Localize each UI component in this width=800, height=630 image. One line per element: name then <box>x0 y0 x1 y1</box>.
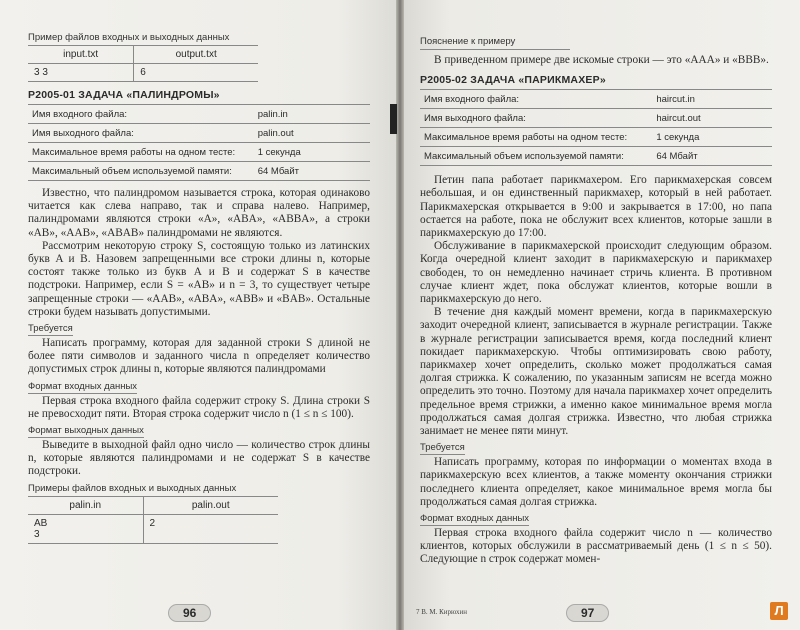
task1-paragraph-2: Рассмотрим некоторую строку S, состоящую только из латинских букв A и B. Назовем запрещенными все строки длины n, которые состоят также только из букв A и B и содержат S в качестве подстроки. Например, если S = «AB» и n = 3, то существует четыре запрещенные строки — «AAB», «ABA», «ABB» и «BAB». Остальные строки будем называть допустимыми. <box>28 239 370 318</box>
example1-table <box>28 46 258 82</box>
examples-cell-input: AB 3 <box>28 514 143 543</box>
info-key: Максимальный объем используемой памяти: <box>28 162 254 181</box>
right-page-content <box>420 36 772 567</box>
info-value: 1 секунда <box>254 143 370 162</box>
task2-paragraph-2: Обслуживание в парикмахерской происходит следующим образом. Когда очередной клиент заходит в парикмахерскую и парикмахер свободен, то он немедленно начинает стричь клиента. В противном случае клиент ждет, пока обслужат клиентов, которые вошли в парикмахерскую до него. <box>420 240 772 306</box>
task1-paragraph-1: Известно, что палиндромом называется строка, которая одинаково читается как слева направо, так и справа налево. Например, палиндромами являются строки «A», «ABA», «ABBA», а строки «AB», «AAB», «ABAB» палиндромами не являются. <box>28 187 370 239</box>
example1-caption: Пример файлов входных и выходных данных <box>28 32 258 46</box>
task2-info-row <box>420 90 772 109</box>
publisher-logo-icon: Л <box>770 602 788 620</box>
info-key: Имя выходного файла: <box>420 109 652 128</box>
info-key: Максимальное время работы на одном тесте: <box>28 143 254 162</box>
task2-info-table <box>420 89 772 166</box>
section-label-text: Формат выходных данных <box>28 425 144 437</box>
explanation-text: В приведенном примере две искомые строки — это «AAA» и «BBB». <box>434 54 769 66</box>
info-key: Имя входного файла: <box>420 90 652 109</box>
task2-required-text: Написать программу, которая по информации о моментах входа в парикмахерскую всех клиентов, а также моменту окончания стрижки последнего клиента определяет, какое минимальное время могла бы продолжаться самая долгая стрижка. <box>420 456 772 508</box>
task1-info-table <box>28 104 370 181</box>
examples-header-input: palin.in <box>28 497 143 515</box>
info-value: palin.in <box>254 105 370 124</box>
section-label-text: Требуется <box>420 442 465 454</box>
task1-info-row <box>28 124 370 143</box>
book-spine <box>396 0 404 630</box>
task1-info-row <box>28 143 370 162</box>
info-value: haircut.in <box>652 90 772 109</box>
task2-required-label <box>420 442 772 453</box>
examples-cell-output: 2 <box>143 514 278 543</box>
task1-required-label <box>28 323 370 334</box>
task1-title: P2005-01 ЗАДАЧА «ПАЛИНДРОМЫ» <box>28 89 220 101</box>
section-label-text: Требуется <box>28 323 73 335</box>
right-page-number-wrap <box>566 604 609 622</box>
example1-cell-output: 6 <box>134 64 258 82</box>
left-page-number-wrap <box>168 604 211 622</box>
examples-header-output: palin.out <box>143 497 278 515</box>
example1-cell-input: 3 3 <box>28 64 134 82</box>
task1-input-text: Первая строка входного файла содержит строку S. Длина строки S не превосходит пяти. Вторая строка содержит число n (1 ≤ n ≤ 100). <box>28 394 370 420</box>
info-key: Имя входного файла: <box>28 105 254 124</box>
left-page-content <box>28 32 370 544</box>
info-key: Имя выходного файла: <box>28 124 254 143</box>
task1-output-text: Выведите в выходной файл одно число — количество строк длины n, которые являются палиндромами и не содержат S в качестве подстроки. <box>28 439 370 478</box>
task1-info-row <box>28 105 370 124</box>
explanation-caption: Пояснение к примеру <box>420 36 570 50</box>
left-page-number: 96 <box>168 604 211 622</box>
info-value: palin.out <box>254 124 370 143</box>
info-key: Максимальное время работы на одном тесте: <box>420 128 652 147</box>
info-value: haircut.out <box>652 109 772 128</box>
task1-output-label <box>28 425 370 436</box>
task2-input-text: Первая строка входного файла содержит число n — количество клиентов, которых обслужили в рассматриваемый день (1 ≤ n ≤ 50). Следующие n строк содержат момен- <box>420 527 772 566</box>
task2-paragraph-1: Петин папа работает парикмахером. Его парикмахерская совсем небольшая, и он единственный парикмахер, который в ней работает. Парикмахерская открывается в 9:00 и закрывается в 17:00, но папа остается на работе, пока не обслужит всех клиентов, которые зашли в парикмахерскую до 17:00. <box>420 174 772 240</box>
section-label-text: Формат входных данных <box>420 513 530 525</box>
bookmark-ribbon <box>390 104 397 134</box>
task2-paragraph-3: В течение дня каждый момент времени, когда в парикмахерскую заходит очередной клиент, записывается в журнале регистрации. Также в журнале регистрации записывается время, когда последний клиент покидает парикмахерскую. Чтобы оптимизировать свою работу, парикмахер хочет определить, сколько может продолжаться самая долгая стрижка. К сожалению, по указанным записям не всегда можно определить это точно. Поэтому для начала парикмахер хочет определить предельное время стрижки, а именно какое минимальное время могла продолжаться самая долгая стрижка. Известно, что любая стрижка занимает не менее пяти минут. <box>420 306 772 438</box>
info-value: 64 Мбайт <box>652 147 772 166</box>
task1-examples-caption: Примеры файлов входных и выходных данных <box>28 483 278 497</box>
example1-header-output: output.txt <box>134 46 258 64</box>
task2-info-row <box>420 147 772 166</box>
section-label-text: Формат входных данных <box>28 380 138 392</box>
task2-title: P2005-02 ЗАДАЧА «ПАРИКМАХЕР» <box>420 74 606 87</box>
info-key: Максимальный объем используемой памяти: <box>420 147 652 166</box>
info-value: 64 Мбайт <box>254 162 370 181</box>
info-value: 1 секунда <box>652 128 772 147</box>
printer-signature: 7 В. М. Кирюхин <box>416 608 468 616</box>
task1-required-text: Написать программу, которая для заданной строки S длиной не более пяти символов и заданного числа n определяет количество допустимых строк длины n, которые являются палиндромами <box>28 337 370 376</box>
task2-input-label <box>420 513 772 524</box>
right-page-number: 97 <box>566 604 609 622</box>
task1-input-label <box>28 381 370 392</box>
task1-info-row <box>28 162 370 181</box>
task2-info-row <box>420 128 772 147</box>
task1-examples-table <box>28 497 278 544</box>
example1-header-input: input.txt <box>28 46 134 64</box>
task2-info-row <box>420 109 772 128</box>
